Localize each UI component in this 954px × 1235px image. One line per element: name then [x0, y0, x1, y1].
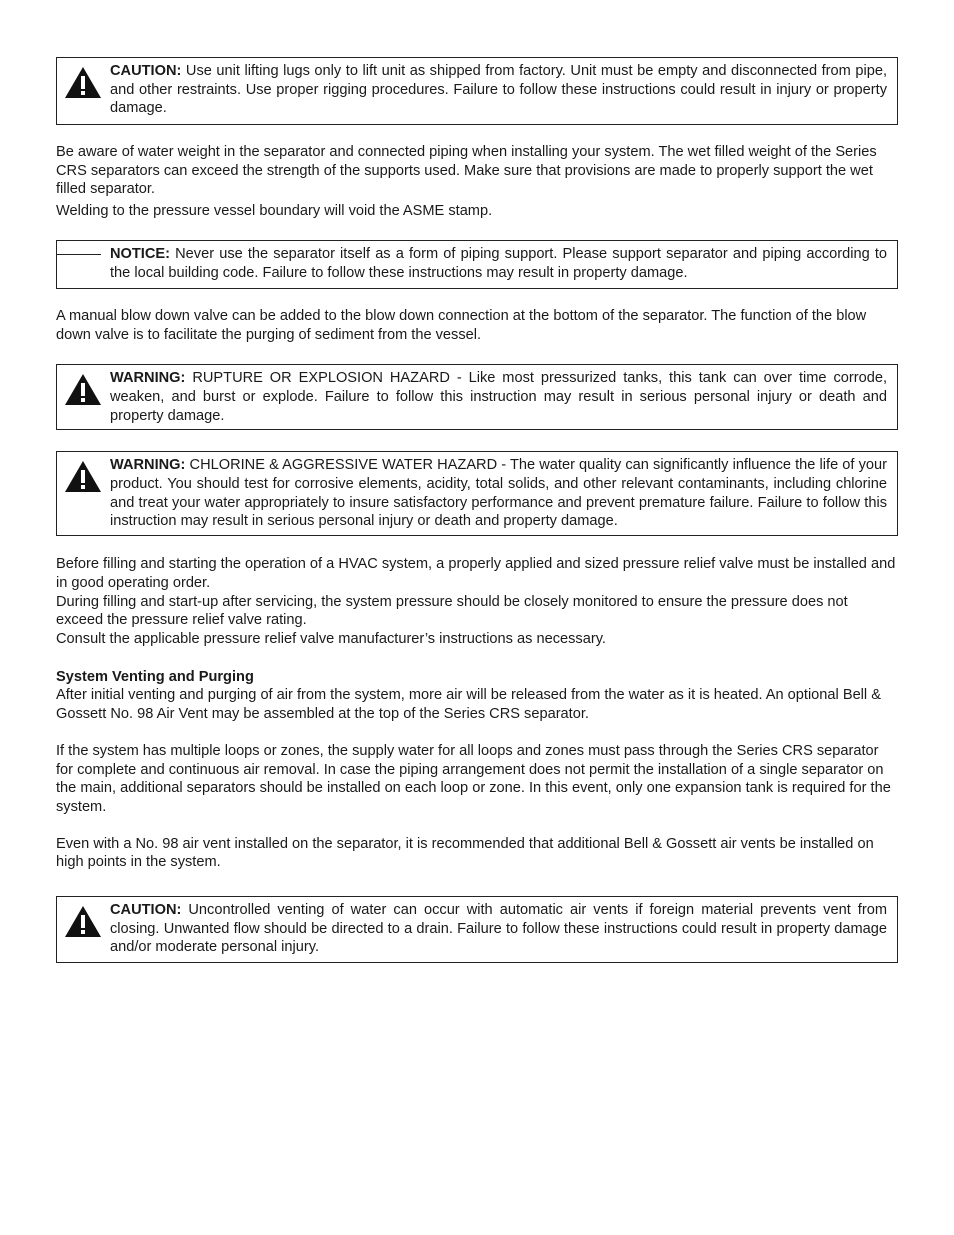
- paragraph-blowdown: A manual blow down valve can be added to the blow down connection at the bottom of the separator. The function of the blow down valve is to facilitate the purging of sediment from the vessel.: [56, 307, 867, 343]
- warning-triangle-icon: [64, 65, 102, 99]
- caution-text: Use unit lifting lugs only to lift unit as shipped from factory. Unit must be empty and disconnected from pipe, and other restraints. Use proper rigging procedures. Failure to follow these instructions could result in injury or property damage.: [110, 63, 887, 117]
- paragraph-venting-high-points: Even with a No. 98 air vent installed on the separator, it is recommended that additional Bell & Gossett air vents be installed on high points in the system.: [56, 835, 874, 871]
- caution-box-lifting: [56, 57, 898, 125]
- notice-box-support: [56, 240, 898, 289]
- warning-triangle-icon: [64, 459, 102, 493]
- notice-rule: [57, 254, 101, 255]
- paragraph-relief-valve: Before filling and starting the operation of a HVAC system, a properly applied and sized pressure relief valve must be installed and in good operating order.: [56, 556, 896, 591]
- warning-triangle-icon: [64, 904, 102, 938]
- paragraph-venting-initial: After initial venting and purging of air from the system, more air will be released from the water as it is heated. An optional Bell & Gossett No. 98 Air Vent may be assembled at the top of the Series CRS separator.: [56, 687, 881, 723]
- warning-box-chlorine: [56, 451, 898, 536]
- caution-text: Uncontrolled venting of water can occur with automatic air vents if foreign material prevents vent from closing. Unwanted flow should be directed to a drain. Failure to follow these instructions could result in property damage and/or moderate personal injury.: [110, 902, 887, 956]
- paragraph-filling-startup: During filling and start-up after servicing, the system pressure should be closely monitored to ensure the pressure does not exceed the pressure relief valve rating.: [56, 593, 848, 629]
- section-heading-venting: System Venting and Purging: [56, 668, 254, 685]
- caution-label: CAUTION:: [110, 902, 182, 919]
- warning-box-rupture: [56, 364, 898, 430]
- notice-text: Never use the separator itself as a form of piping support. Please support separator and piping according to the local building code. Failure to follow these instructions may result in property damage.: [110, 245, 887, 281]
- warning-text: CHLORINE & AGGRESSIVE WATER HAZARD - The water quality can significantly influence the life of your product. You should test for corrosive elements, acidity, total solids, and other relevant contaminants, including chlorine and treat your water appropriately to insure satisfactory performance and prevent premature failure. Failure to follow this instruction may result in serious personal injury or death and property damage.: [110, 457, 887, 530]
- paragraph-venting-loops: If the system has multiple loops or zones, the supply water for all loops and zones must pass through the Series CRS separator for complete and continuous air removal. In case the piping arrangement does not permit the installation of a single separator on the main, additional separators should be installed on each loop or zone. In this event, only one expansion tank is required for the system.: [56, 742, 891, 815]
- warning-text: RUPTURE OR EXPLOSION HAZARD - Like most pressurized tanks, this tank can over time corrode, weaken, and burst or explode. Failure to follow this instruction may result in serious personal injury or death and property damage.: [110, 370, 887, 424]
- warning-triangle-icon: [64, 372, 102, 406]
- warning-label: WARNING:: [110, 457, 186, 474]
- caution-box-venting: [56, 896, 898, 963]
- paragraph-consult-manufacturer: Consult the applicable pressure relief valve manufacturer’s instructions as necessary.: [56, 631, 606, 648]
- paragraph-water-weight: Be aware of water weight in the separator and connected piping when installing your system. The wet filled weight of the Series CRS separators can exceed the strength of the supports used. Make sure that provisions are made to properly support the wet filled separator.: [56, 144, 877, 198]
- notice-label: NOTICE:: [110, 245, 170, 262]
- warning-label: WARNING:: [110, 370, 186, 387]
- caution-label: CAUTION:: [110, 63, 182, 79]
- paragraph-welding: Welding to the pressure vessel boundary will void the ASME stamp.: [56, 203, 493, 220]
